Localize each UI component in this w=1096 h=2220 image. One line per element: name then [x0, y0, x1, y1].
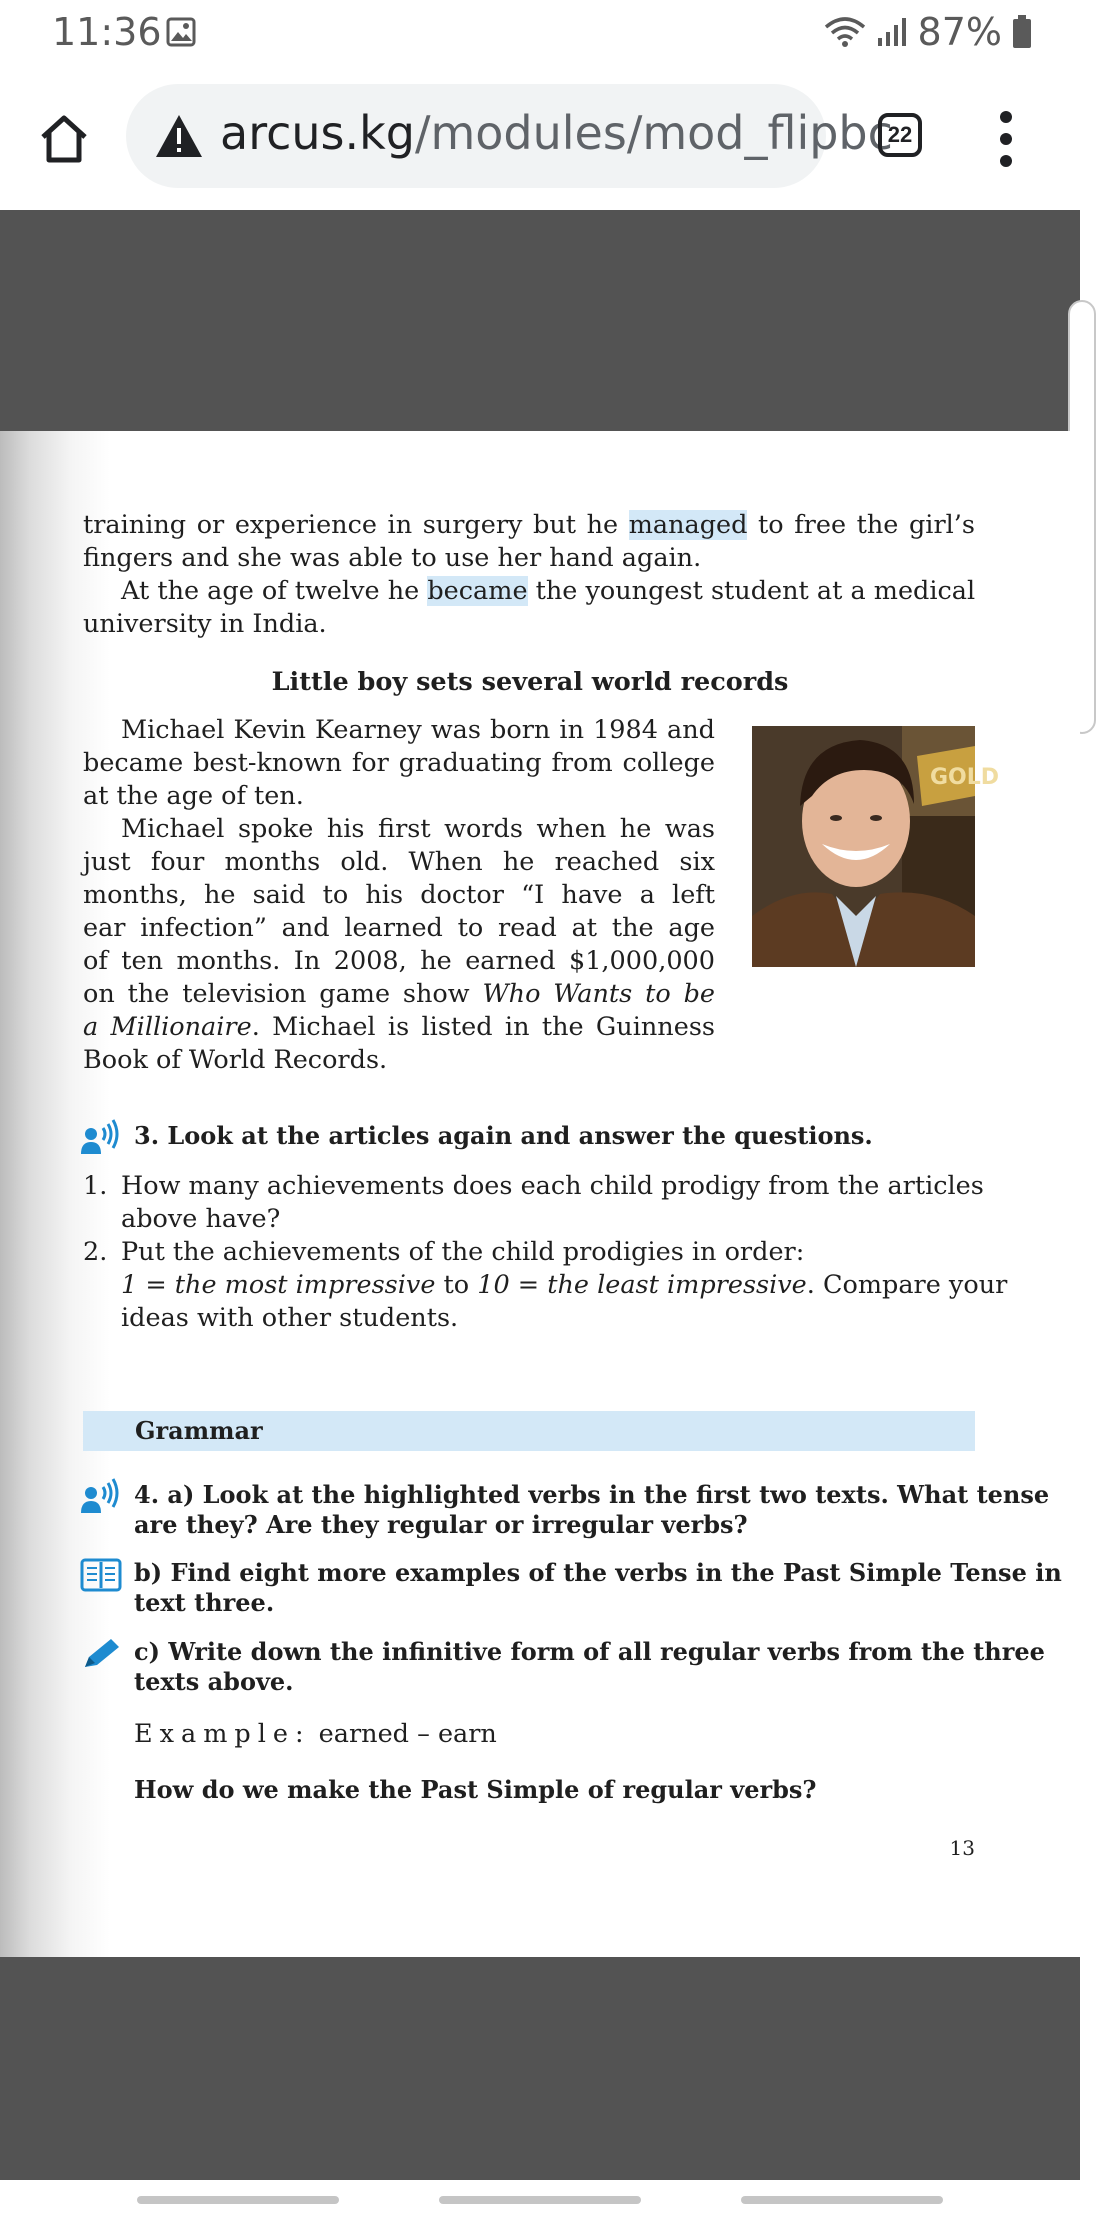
- intro-line-3: At the age of twelve he became the youngest student at a medical: [121, 576, 976, 606]
- para2-line-4: ear infection” and learned to read at the age: [83, 913, 715, 943]
- intro-line-2: fingers and she was able to use her hand again.: [83, 543, 702, 573]
- highlighted-verb-managed: managed: [628, 510, 748, 540]
- status-time: 11:36: [52, 10, 162, 54]
- wifi-icon: [824, 15, 866, 49]
- battery-icon: [1012, 15, 1032, 49]
- example-line: [134, 1718, 975, 1751]
- para2-line-6: on the television game show Who Wants to be: [83, 979, 715, 1009]
- ex3-q2-number: 2.: [83, 1237, 108, 1267]
- para1-line-1: Michael Kevin Kearney was born in 1984 and: [121, 715, 715, 745]
- intro-line-1: training or experience in surgery but he managed to free the girl’s: [83, 510, 975, 540]
- url-text[interactable]: [220, 106, 893, 160]
- ex4a-line-1: 4. a) Look at the highlighted verbs in the first two texts. What tense: [134, 1480, 1050, 1509]
- ex3-q1-number: 1.: [83, 1171, 108, 1201]
- nav-hint-center[interactable]: [439, 2196, 641, 2204]
- ex4c-line-2: texts above.: [134, 1667, 294, 1696]
- nav-hint-right[interactable]: [741, 2196, 943, 2204]
- highlighted-verb-became: became: [427, 576, 528, 606]
- para2-line-8: Book of World Records.: [83, 1045, 388, 1075]
- writing-pencil-icon: [81, 1637, 121, 1671]
- url-domain: arcus.kg: [220, 106, 415, 160]
- grammar-section-bar: [83, 1411, 975, 1451]
- address-bar[interactable]: [126, 84, 893, 188]
- status-indicators: [824, 10, 1032, 54]
- ex3-q2-line-1: Put the achievements of the child prodigies in order:: [121, 1237, 805, 1267]
- ex3-q2-line-3: ideas with other students.: [121, 1303, 459, 1333]
- exercise-3-title: 3. Look at the articles again and answer the questions.: [134, 1121, 873, 1150]
- nav-hint-left[interactable]: [137, 2196, 339, 2204]
- signal-icon: [876, 16, 908, 48]
- ex3-q1-line-2: above have?: [121, 1204, 281, 1234]
- ex4b-line-1: b) Find eight more examples of the verbs in the Past Simple Tense in: [134, 1558, 1062, 1587]
- gallery-notification-icon: [166, 17, 196, 47]
- reading-book-icon: [81, 1558, 121, 1592]
- ex4b-line-2: text three.: [134, 1588, 275, 1617]
- example-value: earned – earn: [318, 1719, 497, 1749]
- para2-line-3: months, he said to his doctor “I have a left: [83, 880, 715, 910]
- para1-line-2: became best-known for graduating from college: [83, 748, 715, 778]
- article-heading: Little boy sets several world records: [271, 667, 789, 697]
- michael-kearney-photo: [752, 726, 1000, 967]
- gesture-nav-bar: [0, 2180, 1080, 2220]
- more-menu-icon[interactable]: [995, 108, 1017, 170]
- final-question: How do we make the Past Simple of regular verbs?: [134, 1775, 817, 1804]
- status-bar: [0, 0, 1080, 66]
- example-label: Example:: [134, 1719, 311, 1749]
- ex3-q1-line-1: How many achievements does each child prodigy from the articles: [121, 1171, 984, 1201]
- ex4a-line-2: are they? Are they regular or irregular verbs?: [134, 1510, 748, 1539]
- para2-line-7: a Millionaire. Michael is listed in the Guinness: [83, 1012, 715, 1042]
- para2-line-5: of ten months. In 2008, he earned $1,000,000: [83, 946, 715, 976]
- ex3-q2-line-2: 1 = the most impressive to 10 = the least impressive. Compare your: [121, 1270, 1008, 1300]
- not-secure-warning-icon[interactable]: [154, 113, 204, 159]
- listen-speaking-icon: [81, 1479, 121, 1513]
- grammar-label: Grammar: [135, 1416, 263, 1445]
- home-icon[interactable]: [38, 113, 90, 165]
- para2-line-2: just four months old. When he reached six: [83, 847, 715, 877]
- browser-toolbar: [0, 66, 1080, 210]
- listen-speaking-icon: [81, 1120, 121, 1154]
- battery-percent: 87%: [917, 10, 1002, 54]
- ex4c-line-1: c) Write down the infinitive form of all regular verbs from the three: [134, 1637, 1045, 1666]
- book-page: [0, 431, 1080, 1957]
- tab-switcher-button[interactable]: 22: [878, 113, 922, 157]
- url-path: /modules/mod_flipbc: [414, 106, 893, 160]
- para2-line-1: Michael spoke his first words when he was: [121, 814, 715, 844]
- intro-line-4: university in India.: [83, 609, 327, 639]
- viewer-background-bottom: [0, 1957, 1080, 2180]
- viewer-background-top: [0, 210, 1080, 431]
- photo-sign-text: GOLD: [930, 765, 1000, 790]
- page-number: 13: [949, 1836, 975, 1860]
- para1-line-3: at the age of ten.: [83, 781, 304, 811]
